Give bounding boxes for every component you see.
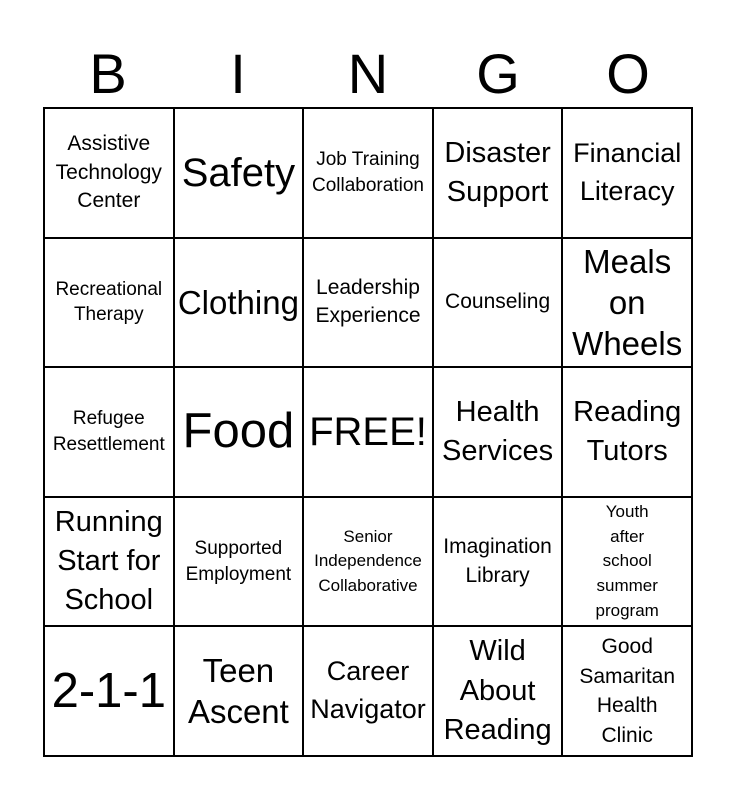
cell-label: Job Training Collaboration [312,149,424,196]
cell-label: Good Samaritan Health Clinic [579,635,676,747]
cell-label: Teen Ascent [187,651,289,731]
bingo-cell[interactable] [44,238,174,368]
cell-label: Running Start for School [54,505,163,617]
bingo-cell[interactable] [44,626,174,756]
bingo-cell[interactable] [44,497,174,627]
bingo-cell[interactable] [433,626,563,756]
cell-label: Career Navigator [310,656,426,725]
bingo-cell[interactable] [562,497,692,627]
cell-label: Meals on Wheels [572,242,683,363]
cell-label: Wild About Reading [443,635,552,746]
bingo-cell[interactable] [562,367,692,497]
cell-label: Clothing [177,283,299,321]
cell-label: Assistive Technology Center [55,132,162,212]
bingo-cell[interactable] [174,108,304,238]
bingo-cell[interactable] [174,497,304,627]
bingo-cell[interactable] [303,238,433,368]
cell-label: 2-1-1 [51,663,166,718]
bingo-cell[interactable] [174,367,304,497]
bingo-cell[interactable] [174,626,304,756]
cell-label: Reading Tutors [573,395,682,467]
header-letter-g: G [476,42,520,105]
bingo-cell[interactable] [433,108,563,238]
bingo-grid [43,107,693,757]
header-letter-i: I [230,42,246,105]
bingo-cell[interactable] [303,108,433,238]
cell-label: Disaster Support [444,136,551,208]
cell-label: Health Services [441,395,554,467]
cell-label: Imagination Library [443,535,552,587]
bingo-cell[interactable] [44,367,174,497]
cell-label: Leadership Experience [315,276,421,328]
cell-label: Financial Literacy [573,138,682,206]
header-letter-o: O [606,42,650,105]
free-space-label: FREE! [309,409,427,454]
header-letter-b: B [89,42,127,105]
cell-label: Counseling [445,290,551,314]
header-letter-n: N [347,42,389,105]
bingo-cell[interactable] [433,367,563,497]
bingo-header [43,40,693,108]
bingo-cell[interactable] [433,497,563,627]
cell-label: Refugee Resettlement [52,408,165,455]
bingo-cell[interactable] [174,238,304,368]
bingo-free-space[interactable] [303,367,433,497]
cell-label: Safety [181,150,296,195]
cell-label: Supported Employment [185,537,292,585]
cell-label: Food [182,404,295,459]
cell-label: Recreational Therapy [55,278,163,326]
bingo-cell[interactable] [562,626,692,756]
cell-label: Senior Independence Collaborative [314,526,422,595]
bingo-cell[interactable] [433,238,563,368]
cell-label: Youth after school summer program [595,501,659,620]
bingo-cell[interactable] [44,108,174,238]
bingo-cell[interactable] [303,626,433,756]
bingo-cell[interactable] [562,108,692,238]
bingo-cell[interactable] [303,497,433,627]
bingo-cell[interactable] [562,238,692,368]
